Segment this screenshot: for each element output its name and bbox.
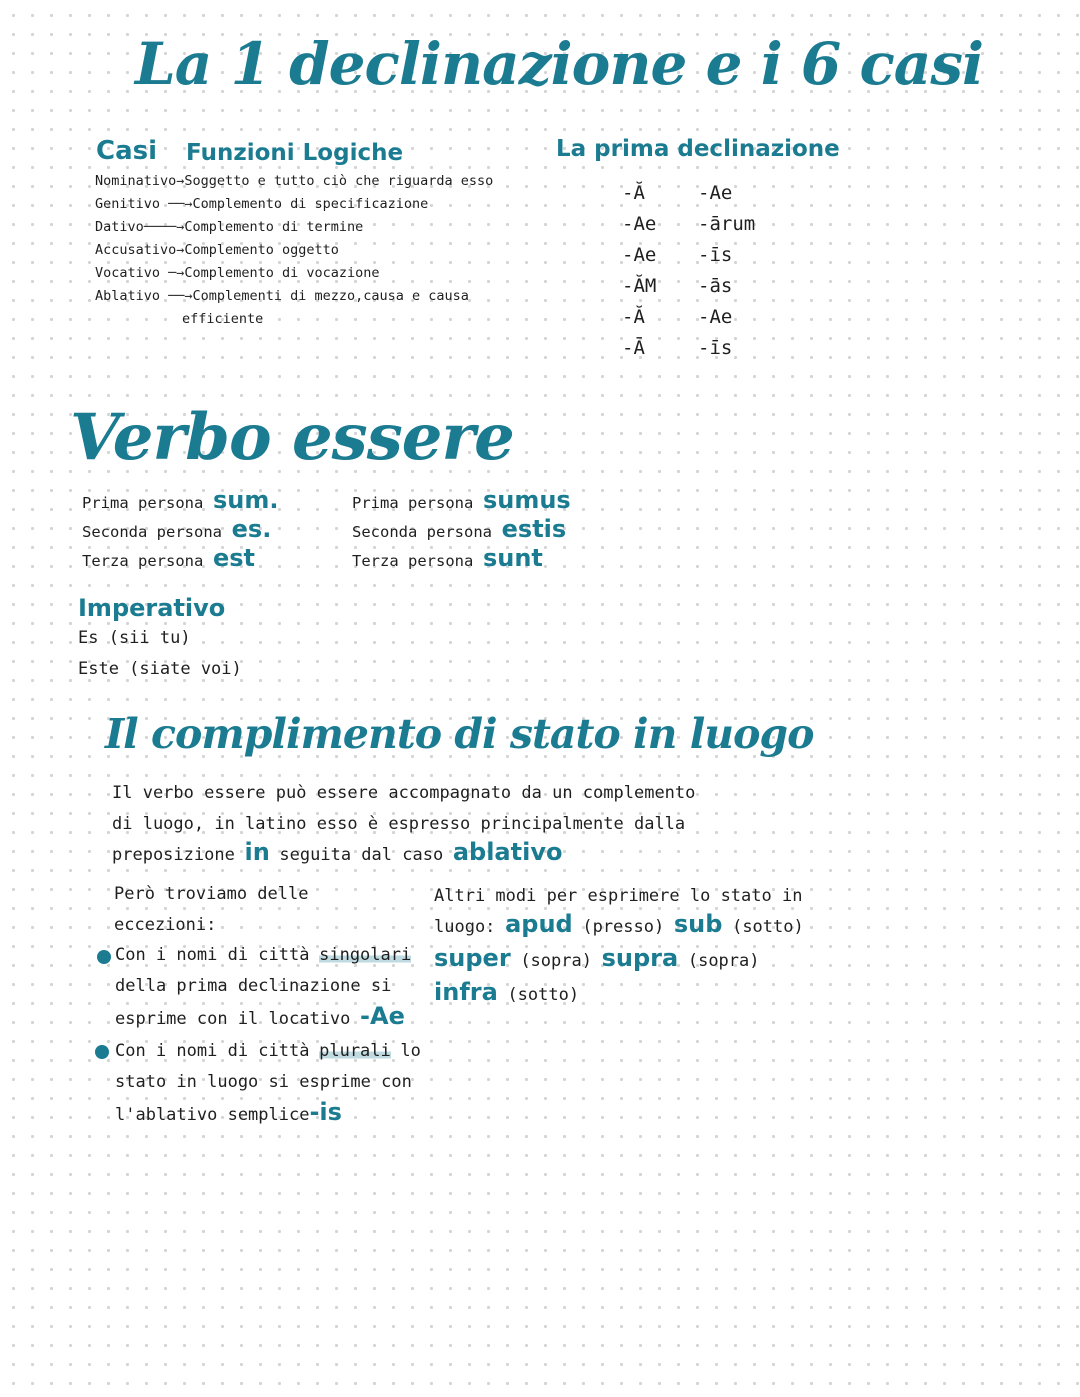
intro-line: Il verbo essere può essere accompagnato da un complemento <box>112 783 696 803</box>
gloss-text: (sotto) <box>507 985 580 1005</box>
other-line <box>434 978 579 1006</box>
case-name: Vocativo <box>95 265 161 281</box>
verb-row <box>352 486 571 514</box>
verb-form: sum. <box>212 486 279 514</box>
verb-row <box>82 544 255 572</box>
verb-person-label: Prima persona <box>82 494 204 512</box>
intro-text: preposizione <box>112 845 235 865</box>
verb-form: estis <box>501 515 567 543</box>
bullet-line <box>115 1098 342 1126</box>
case-row <box>95 239 339 262</box>
verb-form: sumus <box>482 486 571 514</box>
bullet-text: l'ablativo semplice <box>115 1105 310 1125</box>
verb-form: sunt <box>482 544 543 572</box>
keyword-infra: infra <box>434 978 498 1006</box>
other-text: luogo: <box>434 917 496 937</box>
gloss-text: (presso) <box>582 917 665 937</box>
bullet-text: lo <box>400 1041 421 1061</box>
case-function: Complemento di specificazione <box>192 196 429 212</box>
verb-person-label: Terza persona <box>352 552 474 570</box>
keyword-sub: sub <box>673 910 723 938</box>
bullet-line <box>115 1002 405 1030</box>
exceptions-line: Però troviamo delle <box>114 884 309 904</box>
verb-row <box>352 515 566 543</box>
keyword-is: -is <box>309 1098 342 1126</box>
case-row <box>95 262 380 285</box>
arrow-icon: ─→ <box>160 265 185 281</box>
bullet-line <box>115 1041 421 1061</box>
ending-singular: -Ă <box>622 182 645 204</box>
intro-text: seguita dal caso <box>279 845 444 865</box>
ending-plural: -Ae <box>698 306 733 328</box>
keyword-apud: apud <box>505 910 573 938</box>
verb-person-label: Terza persona <box>82 552 204 570</box>
case-function: Complemento oggetto <box>184 242 339 258</box>
bullet-icon <box>95 1045 109 1059</box>
ending-singular: -Ă <box>622 306 645 328</box>
keyword-ae: -Ae <box>360 1002 405 1030</box>
functions-header: Funzioni Logiche <box>186 140 404 166</box>
bullet-text: Con i nomi di città <box>115 945 310 965</box>
intro-line <box>112 838 562 866</box>
bullet-line <box>115 945 411 965</box>
ending-singular: -Ae <box>622 213 657 235</box>
bullet-text: Con i nomi di città <box>115 1041 310 1061</box>
keyword-super: super <box>434 944 511 972</box>
verb-title: Verbo essere <box>70 400 514 475</box>
case-function: Complemento di vocazione <box>184 265 380 281</box>
verb-form: est <box>212 544 256 572</box>
case-row <box>95 216 363 239</box>
verb-row <box>82 486 278 514</box>
arrow-icon: ────→ <box>143 219 185 235</box>
page-title: La 1 declinazione e i 6 casi <box>135 30 984 98</box>
case-name: Nominativo <box>95 173 177 189</box>
declension-header: La prima declinazione <box>556 136 840 162</box>
gloss-text: (sopra) <box>687 951 760 971</box>
highlight-singolari: singolari <box>319 945 412 965</box>
ending-plural: -ās <box>698 275 733 297</box>
ending-plural: -ārum <box>698 213 756 235</box>
bullet-text: esprime con il locativo <box>115 1009 351 1029</box>
imperative-item: Este (siate voi) <box>78 659 242 679</box>
case-function: Complemento di termine <box>184 219 364 235</box>
case-row <box>95 285 469 308</box>
imperative-item: Es (sii tu) <box>78 628 191 648</box>
bullet-icon <box>97 950 111 964</box>
other-line <box>434 944 760 972</box>
keyword-ablativo: ablativo <box>452 838 563 866</box>
verb-row <box>82 515 271 543</box>
case-row <box>95 170 493 193</box>
ending-singular: -Ā <box>622 337 645 359</box>
highlight-plurali: plurali <box>319 1041 391 1061</box>
arrow-icon: → <box>176 173 185 189</box>
intro-line: di luogo, in latino esso è espresso principalmente dalla <box>112 814 686 834</box>
verb-person-label: Prima persona <box>352 494 474 512</box>
imperative-heading: Imperativo <box>78 594 226 622</box>
case-row-continuation: efficiente <box>182 311 264 327</box>
bullet-line: della prima declinazione si <box>115 976 392 996</box>
ending-plural: -īs <box>698 244 733 266</box>
keyword-in: in <box>244 838 270 866</box>
other-line <box>434 910 804 938</box>
other-line: Altri modi per esprimere lo stato in <box>434 886 803 906</box>
case-name: Accusativo <box>95 242 177 258</box>
case-name: Dativo <box>95 219 144 235</box>
bullet-line: stato in luogo si esprime con <box>115 1072 412 1092</box>
ending-plural: -Ae <box>698 182 733 204</box>
arrow-icon: ──→ <box>160 196 193 212</box>
stato-title: Il complimento di stato in luogo <box>105 710 814 758</box>
ending-singular: -ĂM <box>622 275 657 297</box>
cases-header: Casi <box>96 136 158 166</box>
case-function: Soggetto e tutto ciò che riguarda esso <box>184 173 494 189</box>
keyword-supra: supra <box>601 944 679 972</box>
verb-person-label: Seconda persona <box>352 523 492 541</box>
case-name: Ablativo <box>95 288 161 304</box>
case-name: Genitivo <box>95 196 161 212</box>
verb-form: es. <box>231 515 272 543</box>
gloss-text: (sotto) <box>732 917 804 937</box>
gloss-text: (sopra) <box>520 951 592 971</box>
ending-plural: -īs <box>698 337 733 359</box>
ending-singular: -Ae <box>622 244 657 266</box>
arrow-icon: ──→ <box>160 288 193 304</box>
case-row <box>95 193 428 216</box>
exceptions-line: eccezioni: <box>114 915 217 935</box>
arrow-icon: → <box>176 242 185 258</box>
verb-person-label: Seconda persona <box>82 523 222 541</box>
verb-row <box>352 544 543 572</box>
case-function: Complementi di mezzo,causa e causa <box>192 288 469 304</box>
